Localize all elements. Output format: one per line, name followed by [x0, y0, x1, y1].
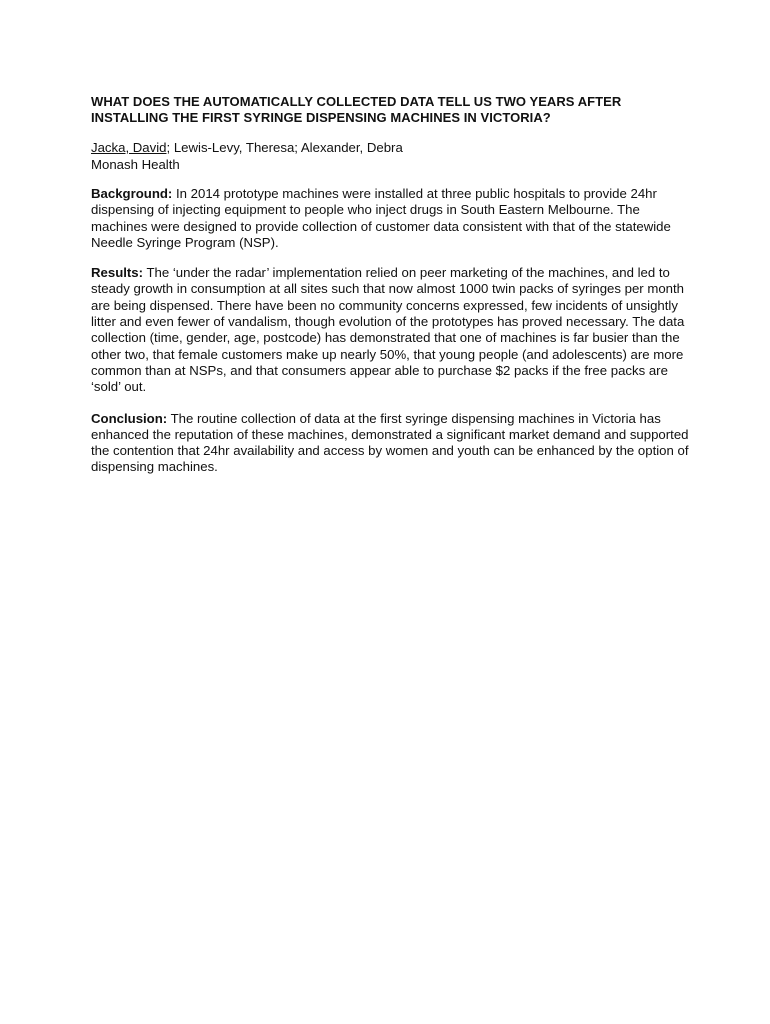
results-section	[91, 265, 691, 395]
affiliation: Monash Health	[91, 156, 180, 172]
results-label: Results:	[91, 265, 144, 281]
conclusion-label: Conclusion:	[91, 410, 168, 426]
document-page	[91, 94, 691, 476]
conclusion-section	[91, 411, 691, 476]
conclusion-text: The routine collection of data at the first syringe dispensing machines in Victoria has enhanced the reputation of these machines, demonstrated a significant market demand and supported the contention that 24hr availability and access by women and youth can be enhanced by the option of dispensing machines.	[91, 410, 689, 475]
results-text: The ‘under the radar’ implementation relied on peer marketing of the machines, and led to steady growth in consumption at all sites such that now almost 1000 twin packs of syringes per month are being dispensed. There have been no community concerns expressed, few incidents of unsightly litter and even fewer of vandalism, though evolution of the prototypes has proved necessary. The data collection (time, gender, age, postcode) has demonstrated that one of machines is far busier than the other two, that female customers make up nearly 50%, that young people (and adolescents) are more common than at NSPs, and that consumers appear able to purchase $2 packs if the free packs are ‘sold’ out.	[91, 265, 685, 395]
author-list	[91, 140, 691, 157]
presenting-author: Jacka, David	[91, 140, 167, 155]
abstract-title: WHAT DOES THE AUTOMATICALLY COLLECTED DATA TELL US TWO YEARS AFTER INSTALLING THE FIRST SYRINGE DISPENSING MACHINES IN VICTORIA?	[91, 94, 622, 125]
co-authors: ; Lewis-Levy, Theresa; Alexander, Debra	[166, 140, 403, 155]
background-text: In 2014 prototype machines were installed at three public hospitals to provide 24hr dispensing of injecting equipment to people who inject drugs in South Eastern Melbourne. The machines were designed to provide collection of customer data consistent with that of the statewide Needle Syringe Program (NSP).	[91, 186, 671, 250]
background-label: Background:	[91, 186, 173, 201]
background-section	[91, 186, 691, 251]
